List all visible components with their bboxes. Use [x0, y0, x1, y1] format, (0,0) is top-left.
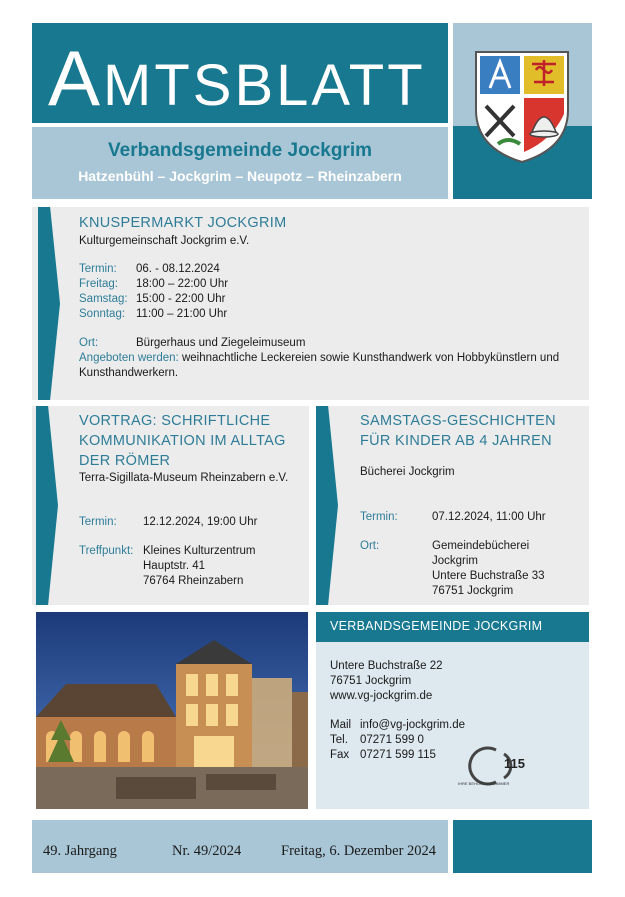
event-title-line-1: VORTRAG: SCHRIFTLICHE	[79, 413, 271, 429]
label-termin: Termin:	[79, 263, 117, 275]
offer-paragraph	[79, 351, 574, 380]
masthead-title: AMTSBLATT	[48, 34, 426, 122]
label-termin: Termin:	[79, 516, 117, 528]
event-knuspermarkt	[32, 207, 589, 400]
mail-label: Mail	[330, 719, 352, 731]
value-termin: 12.12.2024, 19:00 Uhr	[143, 516, 258, 528]
treffpunkt-line-3: 76764 Rheinzabern	[143, 575, 244, 587]
ort-line-2: Jockgrim	[432, 555, 479, 567]
fax-value: 07271 599 115	[360, 749, 436, 761]
event-title-line-2: KOMMUNIKATION IM ALLTAG	[79, 433, 286, 449]
label-termin: Termin:	[360, 511, 398, 523]
label-ort: Ort:	[360, 540, 380, 552]
label-treffpunkt: Treffpunkt:	[79, 545, 134, 557]
coat-of-arms-icon	[472, 48, 572, 166]
event-title-line-3: DER RÖMER	[79, 453, 171, 469]
event-organizer: Terra-Sigillata-Museum Rheinzabern e.V.	[79, 472, 289, 484]
label-offer: Angeboten werden:	[79, 352, 179, 364]
value-sonntag: 11:00 – 21:00 Uhr	[136, 308, 228, 320]
event-samstags-geschichten	[316, 406, 589, 605]
value-samstag: 15:00 - 22:00 Uhr	[136, 293, 226, 305]
ort-line-1: Gemeindebücherei	[432, 540, 530, 552]
event-vortrag	[32, 406, 309, 605]
footer-issue-number: Nr. 49/2024	[172, 843, 242, 859]
label-freitag: Freitag:	[79, 278, 118, 290]
event-title-line-1: SAMSTAGS-GESCHICHTEN	[360, 413, 556, 429]
value-freitag: 18:00 – 22:00 Uhr	[136, 278, 229, 290]
chevron-marker-icon	[316, 406, 338, 605]
ort-line-4: 76751 Jockgrim	[432, 585, 514, 597]
label-sonntag: Sonntag:	[79, 308, 126, 320]
contact-panel	[316, 642, 589, 809]
ort-line-3: Untere Buchstraße 33	[432, 570, 545, 582]
value-ort: Bürgerhaus und Ziegeleimuseum	[136, 337, 306, 349]
value-termin: 07.12.2024, 11:00 Uhr	[432, 511, 546, 523]
logo-number: 115	[504, 756, 525, 771]
subtitle-banner	[32, 127, 448, 199]
label-ort: Ort:	[79, 337, 99, 349]
footer-block	[453, 820, 592, 873]
event-title-line-2: FÜR KINDER AB 4 JAHREN	[360, 433, 552, 449]
town-list: Hatzenbühl – Jockgrim – Neupotz – Rheinzabern	[78, 168, 402, 184]
contact-header	[316, 612, 589, 642]
event-title: KNUSPERMARKT JOCKGRIM	[79, 215, 287, 231]
fax-label: Fax	[330, 749, 350, 761]
chevron-marker-icon	[38, 207, 60, 400]
treffpunkt-line-2: Hauptstr. 41	[143, 560, 206, 572]
logo-caption: IHRE BEHÖRDENNUMMER	[458, 781, 510, 786]
address-street: Untere Buchstraße 22	[330, 660, 443, 672]
footer-jahrgang: 49. Jahrgang	[43, 843, 117, 859]
contact-heading: VERBANDSGEMEINDE JOCKGRIM	[330, 619, 543, 633]
tel-value: 07271 599 0	[360, 734, 424, 746]
event-organizer: Kulturgemeinschaft Jockgrim e.V.	[79, 235, 250, 247]
building-photo	[36, 612, 308, 809]
footer-date: Freitag, 6. Dezember 2024	[281, 843, 437, 859]
treffpunkt-line-1: Kleines Kulturzentrum	[143, 545, 256, 557]
behoerdennummer-logo	[456, 742, 546, 790]
website-link[interactable]: www.vg-jockgrim.de	[330, 690, 433, 702]
mail-link[interactable]: info@vg-jockgrim.de	[360, 719, 465, 731]
address-city: 76751 Jockgrim	[330, 675, 412, 687]
tel-label: Tel.	[330, 734, 348, 746]
municipality-name: Verbandsgemeinde Jockgrim	[108, 140, 372, 161]
chevron-marker-icon	[36, 406, 58, 605]
label-samstag: Samstag:	[79, 293, 128, 305]
value-termin: 06. - 08.12.2024	[136, 263, 220, 275]
event-organizer: Bücherei Jockgrim	[360, 466, 455, 478]
offer-text: weihnachtliche Leckereien sowie Kunsthandwerk von Hobbykünstlern und Kunsthandwerkern.	[79, 352, 560, 379]
